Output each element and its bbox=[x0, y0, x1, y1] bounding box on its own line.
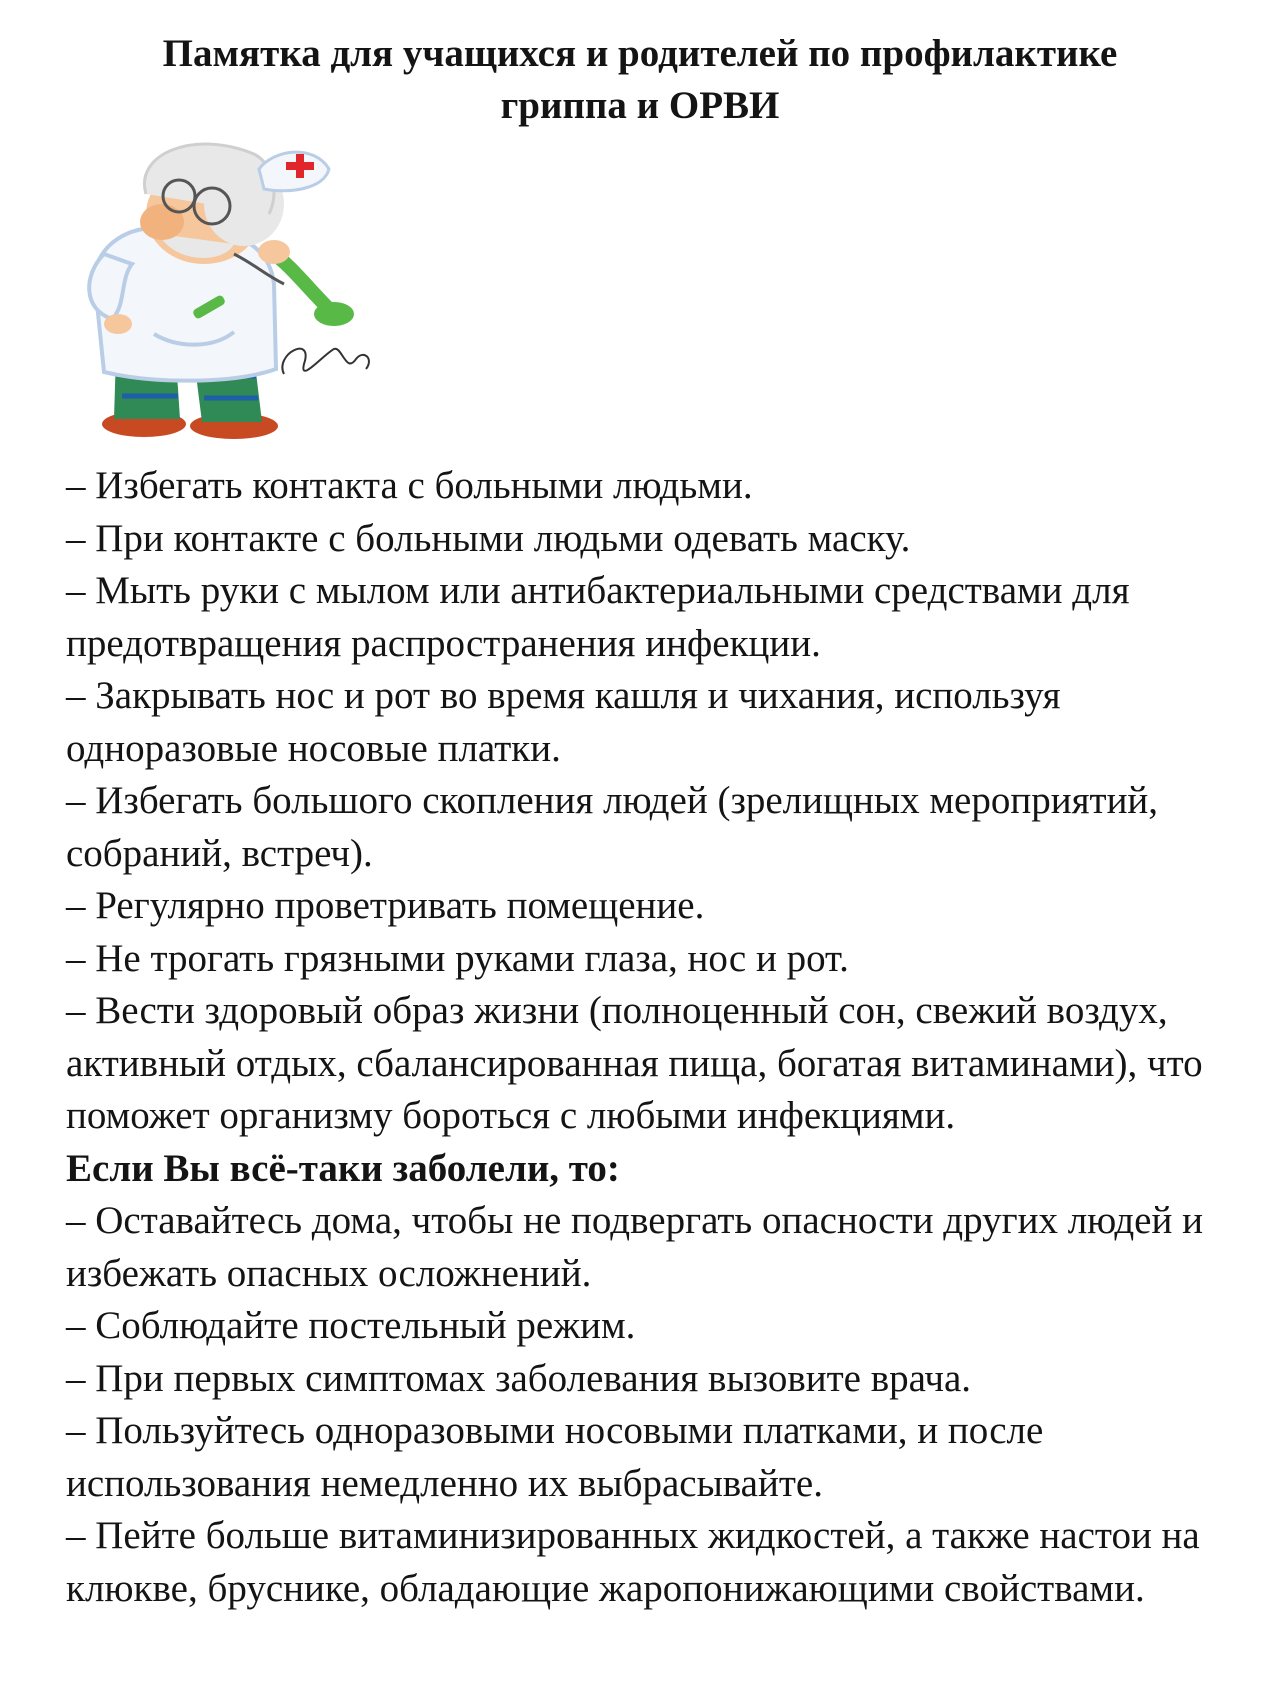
prevention-item-6: – Регулярно проветривать помещение. bbox=[66, 884, 705, 927]
prevention-item-8: – Вести здоровый образ жизни (полноценный сон, свежий воздух, активный отдых, сбалансированная пища, богатая витаминами), что поможет организму бороться с любыми инфекциями. bbox=[66, 989, 1203, 1137]
doctor-icon bbox=[84, 134, 384, 444]
prevention-item-4: – Закрывать нос и рот во время кашля и чихания, используя одноразовые носовые платки. bbox=[66, 674, 1061, 770]
doctor-illustration bbox=[84, 134, 384, 444]
prevention-item-7: – Не трогать грязными руками глаза, нос и рот. bbox=[66, 936, 849, 980]
title-line-1: Памятка для учащихся и родителей по профилактике bbox=[162, 32, 1118, 75]
document-body bbox=[66, 460, 1226, 1615]
title-line-2: гриппа и ОРВИ bbox=[500, 84, 780, 127]
if-sick-item-3: – При первых симптомах заболевания вызовите врача. bbox=[66, 1356, 972, 1400]
prevention-item-1: – Избегать контакта с больными людьми. bbox=[66, 464, 753, 507]
prevention-item-5: – Избегать большого скопления людей (зрелищных мероприятий, собраний, встреч). bbox=[66, 779, 1159, 875]
if-sick-item-2: – Соблюдайте постельный режим. bbox=[66, 1304, 636, 1347]
prevention-item-3: – Мыть руки с мылом или антибактериальными средствами для предотвращения распространения инфекции. bbox=[66, 569, 1130, 665]
if-sick-item-1: – Оставайтесь дома, чтобы не подвергать опасности других людей и избежать опасных осложнений. bbox=[66, 1199, 1203, 1295]
if-sick-item-5: – Пейте больше витаминизированных жидкостей, а также настои на клюкве, бруснике, обладающие жаропонижающими свойствами. bbox=[66, 1514, 1200, 1610]
if-sick-heading: Если Вы всё-таки заболели, то: bbox=[66, 1146, 620, 1190]
if-sick-item-4: – Пользуйтесь одноразовыми носовыми платками, и после использования немедленно их выбрасывайте. bbox=[66, 1409, 1044, 1505]
prevention-item-2: – При контакте с больными людьми одевать маску. bbox=[66, 516, 911, 560]
page-title bbox=[60, 28, 1220, 132]
